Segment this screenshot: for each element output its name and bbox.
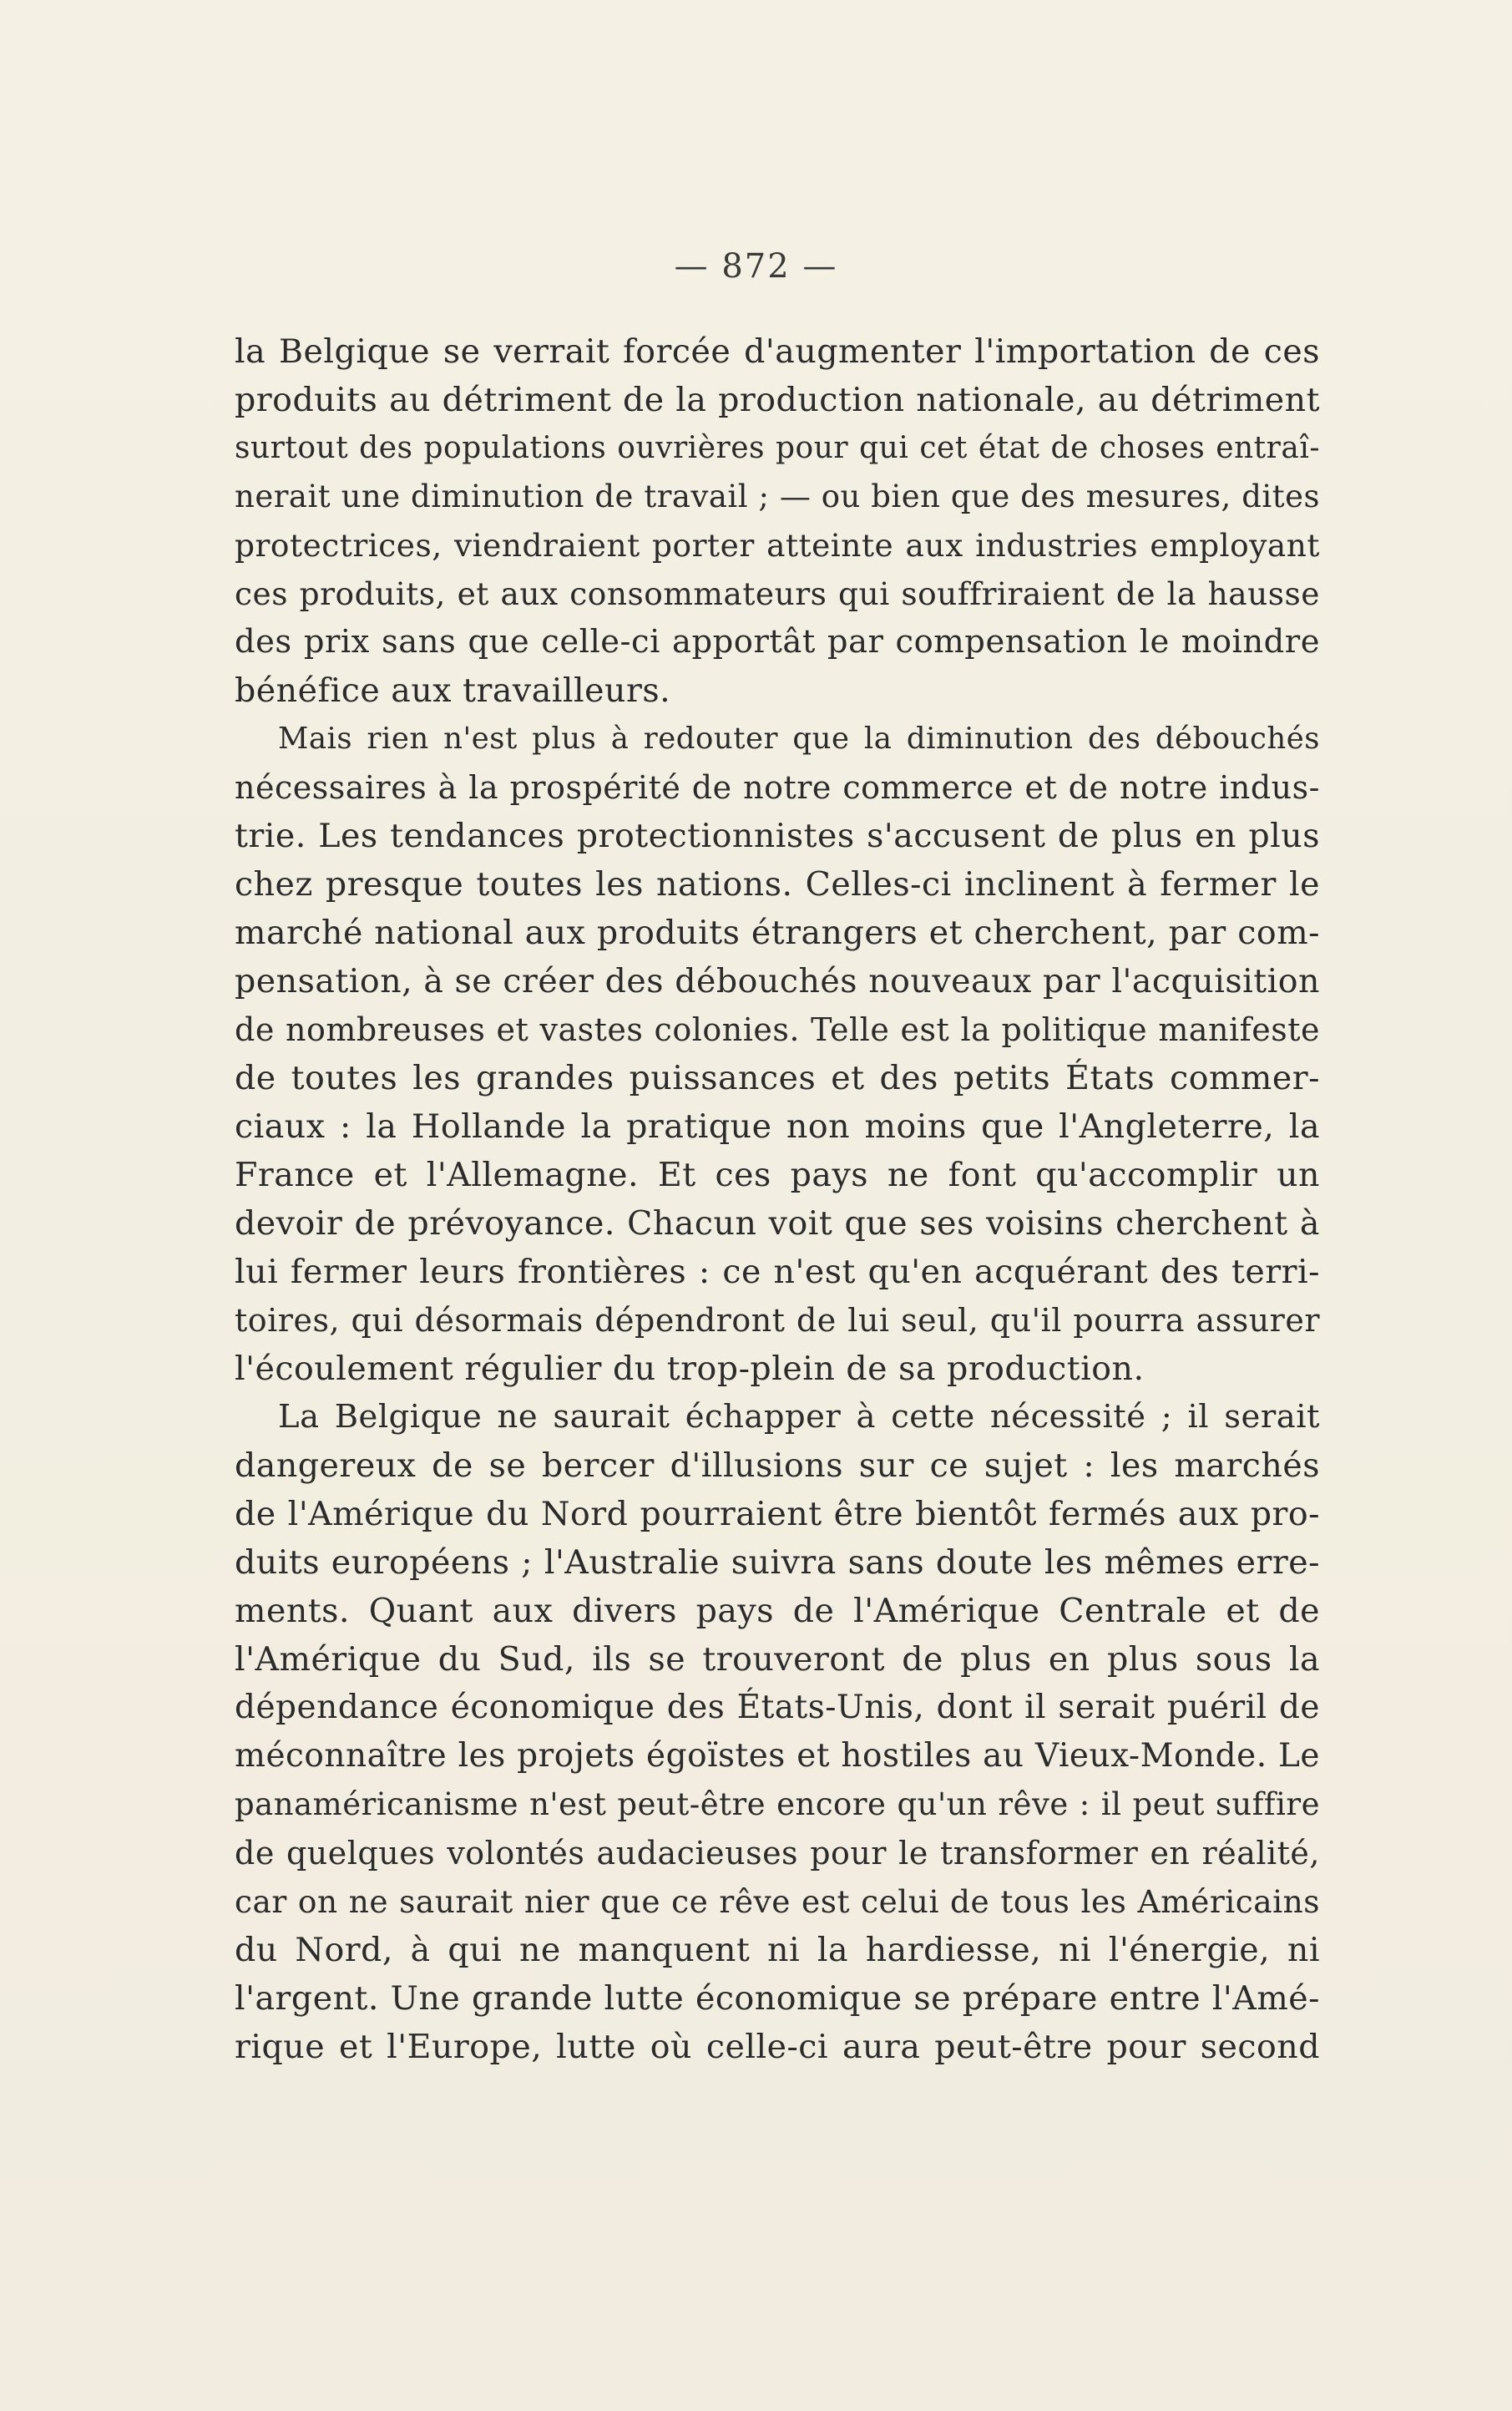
text-line: chez presque toutes les nations. Celles-ci inclinent à fermer le	[235, 865, 1320, 904]
text-line: de nombreuses et vastes colonies. Telle est la politique manifeste	[235, 1011, 1320, 1048]
text-line: rique et l'Europe, lutte où celle-ci aura peut-être pour second	[235, 2028, 1320, 2066]
text-line: trie. Les tendances protectionnistes s'accusent de plus en plus	[235, 817, 1320, 855]
text-line: ments. Quant aux divers pays de l'Amérique Centrale et de	[235, 1592, 1320, 1630]
text-line: devoir de prévoyance. Chacun voit que ses voisins cherchent à	[235, 1204, 1320, 1243]
text-line: protectrices, viendraient porter atteinte aux industries employant	[235, 527, 1320, 564]
text-line: l'Amérique du Sud, ils se trouveront de plus en plus sous la	[235, 1640, 1320, 1679]
text-line: toires, qui désormais dépendront de lui seul, qu'il pourra assurer	[235, 1302, 1320, 1339]
text-line: nerait une diminution de travail ; — ou bien que des mesures, dites	[235, 479, 1320, 514]
text-line: surtout des populations ouvrières pour qui cet état de choses entraî-	[235, 431, 1320, 465]
text-line: ciaux : la Hollande la pratique non moins que l'Angleterre, la	[235, 1107, 1320, 1146]
text-line: Mais rien n'est plus à redouter que la diminution des débouchés	[278, 722, 1320, 756]
text-line: lui fermer leurs frontières : ce n'est qu'en acquérant des terri-	[235, 1253, 1320, 1291]
text-line: pensation, à se créer des débouchés nouveaux par l'acquisition	[235, 962, 1320, 1000]
text-line: méconnaître les projets égoïstes et hostiles au Vieux-Monde. Le	[235, 1737, 1320, 1775]
page-number: — 872 —	[674, 247, 838, 286]
text-line: panaméricanisme n'est peut-être encore qu'un rêve : il peut suffire	[235, 1786, 1320, 1822]
text-line: nécessaires à la prospérité de notre commerce et de notre indus-	[235, 769, 1320, 806]
body-text	[235, 327, 1320, 2071]
text-line: ces produits, et aux consommateurs qui souffriraient de la hausse	[235, 575, 1320, 612]
text-line: de quelques volontés audacieuses pour le transformer en réalité,	[235, 1835, 1320, 1872]
text-line: duits européens ; l'Australie suivra sans doute les mêmes erre-	[235, 1543, 1320, 1582]
text-line: l'argent. Une grande lutte économique se prépare entre l'Amé-	[235, 1979, 1320, 2018]
text-line: dangereux de se bercer d'illusions sur ce sujet : les marchés	[235, 1446, 1320, 1485]
text-line: car on ne saurait nier que ce rêve est celui de tous les Américains	[235, 1883, 1320, 1920]
text-line: marché national aux produits étrangers et cherchent, par com-	[235, 914, 1320, 952]
text-line: des prix sans que celle-ci apportât par compensation le moindre	[235, 623, 1320, 661]
text-line: La Belgique ne saurait échapper à cette nécessité ; il serait	[278, 1398, 1320, 1436]
text-line: France et l'Allemagne. Et ces pays ne font qu'accomplir un	[235, 1156, 1320, 1194]
text-line: bénéfice aux travailleurs.	[235, 671, 671, 710]
text-line: produits au détriment de la production nationale, au détriment	[235, 381, 1320, 419]
text-line: du Nord, à qui ne manquent ni la hardiesse, ni l'énergie, ni	[235, 1931, 1320, 1969]
text-line: de l'Amérique du Nord pourraient être bientôt fermés aux pro-	[235, 1495, 1320, 1533]
text-line: dépendance économique des États-Unis, dont il serait puéril de	[235, 1689, 1320, 1726]
text-line: la Belgique se verrait forcée d'augmenter l'importation de ces	[235, 332, 1320, 371]
text-line: l'écoulement régulier du trop-plein de sa production.	[235, 1350, 1145, 1388]
text-line: de toutes les grandes puissances et des petits États commer-	[235, 1059, 1320, 1097]
